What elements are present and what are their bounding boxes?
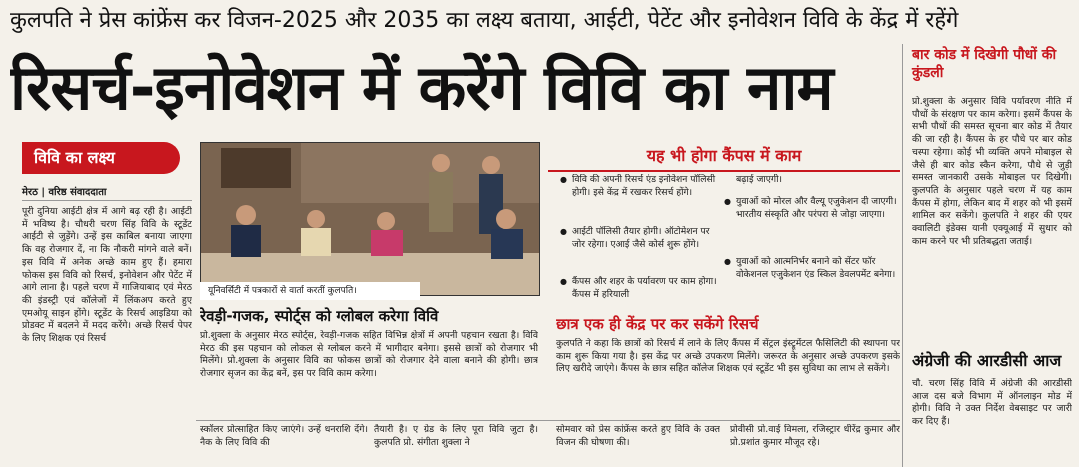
article-column-1: पूरी दुनिया आईटी क्षेत्र में आगे बढ़ रही है। आईटी में भविष्य है। चौधरी चरण सिंह विवि के स्टूडेंट आईटी से जुड़ेंगे। उन्हें इस काबिल बनाया जाएगा कि वह रोजगार दें, ना कि नौकरी मांगने वाले बनें। इस विवि में अनेक अच्छे काम हुए हैं। हमारा फोकस इस विवि को रिसर्च, इनोवेशन और पेटेंट में आगे लाना है। पहले चरण में गाजियाबाद एवं मेरठ की इंडस्ट्री एवं कॉलेजों में लिंकअप करते हुए एमओयू साइन होंगे। स्टूडेंट के रिसर्च आइडिया को प्रोडक्ट में बदलने में मदद करेंगे। अच्छे रिसर्च पेपर के लिए शिक्षक एवं रिसर्च <box>22 206 192 345</box>
press-conference-photo <box>200 142 540 296</box>
sidebar-heading-rdc: अंग्रेजी की आरडीसी आज <box>912 351 1062 370</box>
divider <box>196 420 900 421</box>
bullet-item: ● विवि की अपनी रिसर्च एंड इनोवेशन पॉलिसी होगी। इसे केंद्र में रखकर रिसर्च होंगे। <box>560 174 722 212</box>
bottom-text-4: प्रोवीसी प्रो.वाई विमला, रजिस्ट्रार धीरेंद्र कुमार और प्रो.प्रशांत कुमार मौजूद रहे। <box>730 424 900 448</box>
photo-caption: यूनिवर्सिटी में पत्रकारों से वार्ता करतीं कुलपति। <box>200 282 420 300</box>
bottom-text-2: तैयारी है। ए ग्रेड के लिए पूरा विवि जुटा है। कुलपति प्रो. संगीता शुक्ला ने <box>374 424 538 448</box>
bullet-item: ● युवाओं को मोरल और वैल्यू एजुकेशन दी जाएगी। भारतीय संस्कृति और परंपरा से जोड़ा जाएगा। <box>724 196 906 248</box>
sidebar-divider <box>902 44 903 467</box>
main-headline: रिसर्च-इनोवेशन में करेंगे विवि का नाम <box>10 51 833 124</box>
sidebar-heading-barcode: बार कोड में दिखेगी पौधों की कुंडली <box>912 47 1057 81</box>
bullet-continuation: बढ़ाई जाएगी। <box>736 174 783 185</box>
bullet-item: ● युवाओं को आत्मनिर्भर बनाने को सेंटर फॉर वोकेशनल एजुकेशन एंड स्किल डेवलपमेंट बनेगा। <box>724 256 906 306</box>
research-text: कुलपति ने कहा कि छात्रों को रिसर्च में लाने के लिए कैंपस में सेंट्रल इंस्ट्रूमेंटल फैसिलिटी की स्थापना पर काम शुरू किया गया है। इस केंद्र पर अच्छे उपकरण मिलेंगे। जरूरत के अनुसार अच्छे उपकरण इसके लिए खरीदे जाएंगे। कैंपस के छात्र सहित कॉलेज शिक्षक एवं स्टूडेंट भी इस सुविधा का लाभ ले सकेंगे। <box>556 338 900 375</box>
subheading-sports: रेवड़ी-गजक, स्पोर्ट्स को ग्लोबल करेगा विवि <box>200 307 439 325</box>
sports-text: प्रो.शुक्ला के अनुसार मेरठ स्पोर्ट्स, रेवड़ी-गजक सहित विभिन्न क्षेत्रों में अपनी पहचान रखता है। विवि मेरठ की इस पहचान को लोकल से ग्लोबल करने में भागीदार बनेगा। इससे छात्रों को रोजगार भी मिलेंगे। प्रो.शुक्ला के अनुसार विवि का फोकस छात्रों को रोजगार देने वाला बनाने की होगी। छात्र रोजगार सृजन का केंद्र बनें, इस पर विवि काम करेगा। <box>200 330 538 380</box>
byline: मेरठ | वरिष्ठ संवाददाता <box>22 187 107 198</box>
bullet-item: ● आईटी पॉलिसी तैयार होगी। ऑटोमेशन पर जोर रहेगा। एआई जैसे कोर्स शुरू होंगे। <box>560 226 722 264</box>
section-tag-goal: विवि का लक्ष्य <box>22 142 180 174</box>
kicker-headline: कुलपति ने प्रेस कांफ्रेंस कर विजन-2025 और 2035 का लक्ष्य बताया, आईटी, पेटेंट और इनोवेशन विवि के केंद्र में रहेंगे <box>10 8 959 33</box>
bullet-item: ● कैंपस और शहर के पर्यावरण पर काम होगा। कैंपस में हरियाली <box>560 276 722 302</box>
divider <box>22 200 192 201</box>
sidebar-text-barcode: प्रो.शुक्ला के अनुसार विवि पर्यावरण नीति में पौधों के संरक्षण पर काम करेगा। इसमें कैंपस के सभी पौधों की समस्त सूचना बार कोड में तैयार की जा रही है। कैंपस के हर पौधे पर बार कोड चस्पा रहेगा। कोई भी व्यक्ति अपने मोबाइल से जैसे ही बार कोड स्कैन करेगा, पौधे से जुड़ी समस्त जानकारी उसके मोबाइल पर दिखेगी। कुलपति के अनुसार पहले चरण में यह काम कैंपस में होगा, लेकिन बाद में शहर को भी इसमें शामिल कर सकेंगे। कुलपति ने शहर की एयर क्वालिटी इंडेक्स यानी एक्यूआई में सुधार को काम करने पर भी प्रतिबद्धता जताई। <box>912 96 1072 247</box>
campus-work-box-title: यह भी होगा कैंपस में काम <box>548 142 900 172</box>
bottom-text-1: स्कॉलर प्रोत्साहित किए जाएंगे। उन्हें धनराशि देंगे। नैक के लिए विवि की <box>200 424 368 448</box>
sidebar-text-rdc: चौ. चरण सिंह विवि में अंग्रेजी की आरडीसी आज दस बजे विभाग में ऑनलाइन मोड में होगी। विवि ने उक्त निर्देश वेबसाइट पर जारी कर दिए हैं। <box>912 378 1072 428</box>
subheading-research: छात्र एक ही केंद्र पर कर सकेंगे रिसर्च <box>556 315 759 333</box>
bottom-text-3: सोमवार को प्रेस कांफ्रेंस करते हुए विवि के उक्त विजन की घोषणा की। <box>556 424 720 448</box>
